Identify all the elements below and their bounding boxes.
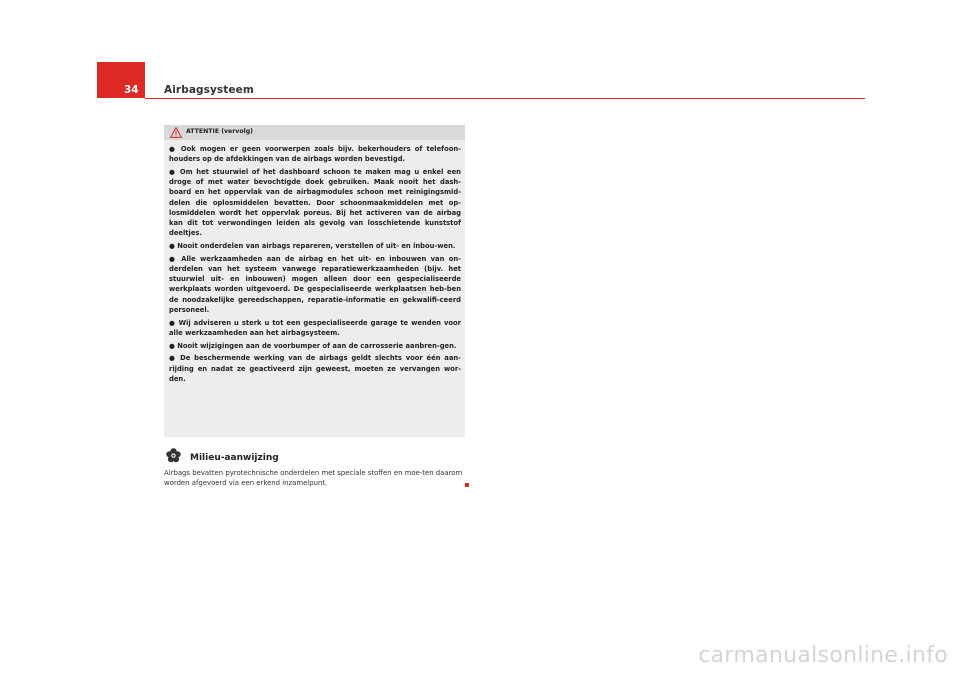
bullet-icon: ● — [169, 168, 180, 176]
warning-item: ● Nooit onderdelen van airbags repareren, verstellen of uit- en inbou-wen. — [169, 242, 456, 251]
environment-text: Airbags bevatten pyrotechnische onderdelen met speciale stoffen en moe-ten daarom worden afgevoerd via een erkend inzamelpunt. — [164, 469, 463, 487]
flower-icon — [165, 447, 182, 464]
warning-label: ATTENTIE (vervolg) — [186, 128, 253, 135]
environment-title: Milieu-aanwijzing — [190, 453, 279, 463]
section-title: Airbagsysteem — [164, 84, 254, 96]
page-number: 34 — [124, 84, 139, 96]
warning-item: ● De beschermende werking van de airbags geldt slechts voor één aan-rijding en nadat ze geactiveerd zijn geweest, moeten ze vervangen wor-den. — [169, 354, 461, 383]
section-end-marker — [465, 483, 469, 487]
warning-item: ● Nooit wijzigingen aan de voorbumper of aan de carrosserie aanbren-gen. — [169, 341, 457, 350]
bullet-icon: ● — [169, 354, 181, 363]
warning-item: ● Alle werkzaamheden aan de airbag en het uit- en inbouwen van on-derdelen van het systeem vanwege reparatiewerkzaamheden (bijv. het stuurwiel uit- en inbouwen) mogen alleen door een gespecialiseerde werkplaats worden uitgevoerd. De gespecialiseerde werkplaatsen heb-ben de noodzakelijke gereedschappen, reparatie-informatie en gekwalifi-ceerd personeel. — [169, 254, 461, 314]
bullet-icon: ● — [169, 242, 178, 251]
bullet-icon: ● — [169, 145, 181, 153]
warning-header — [164, 125, 465, 140]
warning-body — [164, 140, 465, 384]
warning-item: ● Wij adviseren u sterk u tot een gespecialiseerde garage te wenden voor alle werkzaamheden aan het airbagsysteem. — [169, 318, 461, 337]
warning-triangle-icon — [170, 127, 182, 138]
warning-item: ● Om het stuurwiel of het dashboard schoon te maken mag u enkel een droge of met water bevochtigde doek gebruiken. Maak nooit het dash-board en het oppervlak van de airbagmodules schoon met reinigingsmid-delen die oplosmiddelen bevatten. Door schoonmaakmiddelen met op-losmiddelen wordt het oppervlak poreus. Bij het activeren van de airbag kan dit tot verwondingen leiden als gevolg van losschietende kunststof deeltjes. — [169, 168, 461, 238]
bullet-icon: ● — [169, 341, 178, 350]
watermark: carmanualsonline.info — [698, 643, 948, 668]
warning-box — [164, 125, 465, 437]
bullet-icon: ● — [169, 318, 179, 327]
header-rule — [145, 98, 865, 99]
warning-item: ● Ook mogen er geen voorwerpen zoals bijv. bekerhouders of telefoon-houders op de afdekkingen van de airbags worden bevestigd. — [169, 145, 461, 164]
bullet-icon: ● — [169, 254, 182, 263]
